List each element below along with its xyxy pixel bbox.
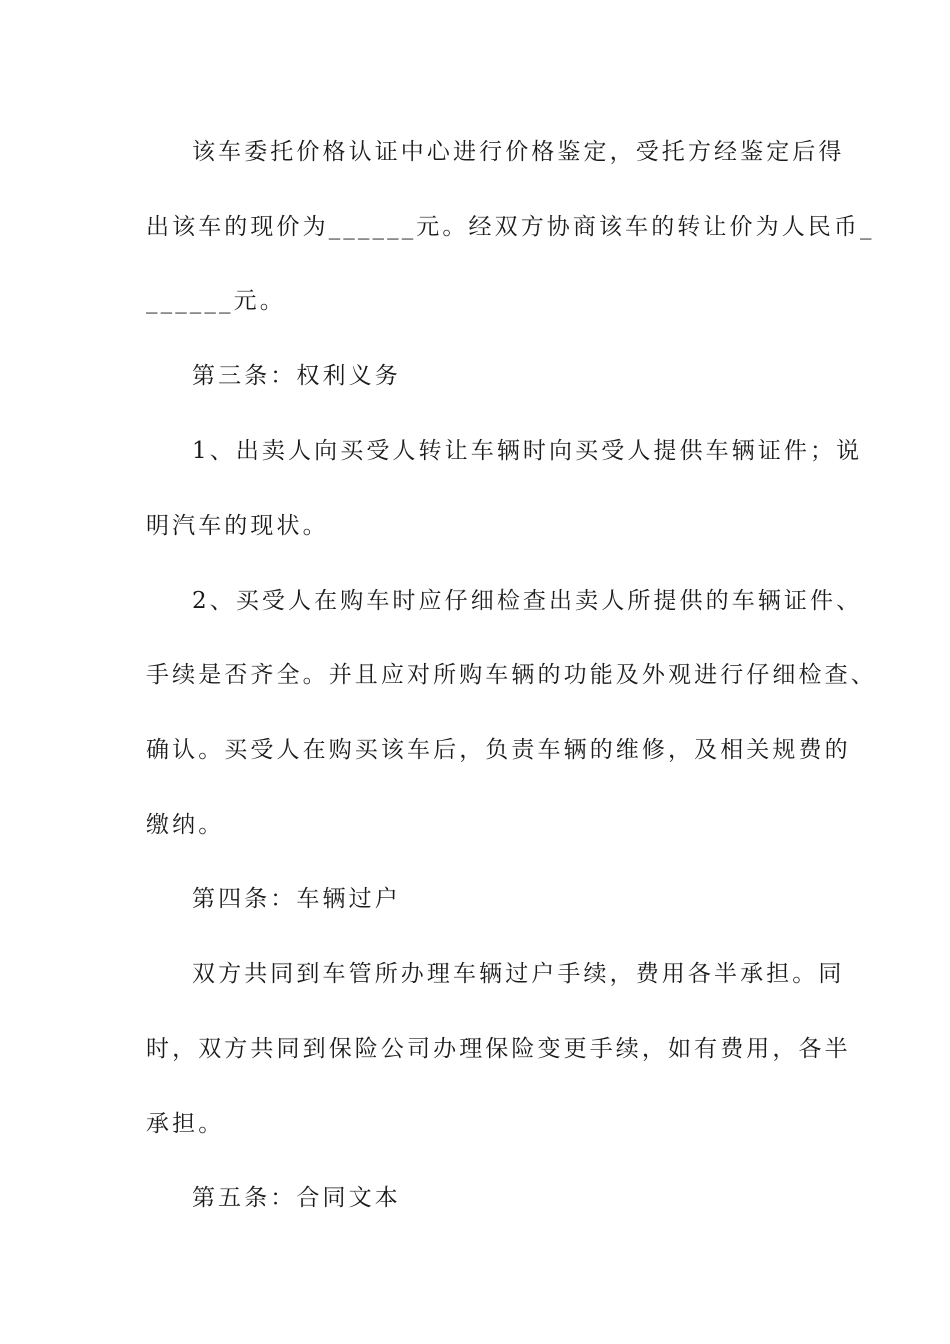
article-4-body-line-2: 时，双方共同到保险公司办理保险变更手续，如有费用，各半 (146, 1036, 851, 1062)
article-3-item-2-line-4: 缴纳。 (146, 812, 225, 838)
article-4-heading: 第四条：车辆过户 (192, 886, 401, 912)
paragraph-valuation-line-1: 该车委托价格认证中心进行价格鉴定，受托方经鉴定后得 (192, 139, 845, 165)
article-4-body-line-3: 承担。 (146, 1111, 225, 1137)
paragraph-valuation-line-2: 出该车的现价为______元。经双方协商该车的转让价为人民币_ (146, 214, 875, 240)
article-3-item-1-line-1: 1、出卖人向买受人转让车辆时向买受人提供车辆证件；说 (192, 438, 863, 464)
article-3-heading: 第三条：权利义务 (192, 363, 401, 389)
article-3-item-1-line-2: 明汽车的现状。 (146, 513, 329, 539)
article-3-item-2-line-2: 手续是否齐全。并且应对所购车辆的功能及外观进行仔细检查、 (146, 662, 877, 688)
paragraph-valuation-line-3: ______元。 (146, 288, 286, 314)
article-4-body-line-1: 双方共同到车管所办理车辆过户手续，费用各半承担。同 (192, 961, 845, 987)
article-3-item-2-line-3: 确认。买受人在购买该车后，负责车辆的维修，及相关规费的 (146, 737, 851, 763)
article-5-heading: 第五条：合同文本 (192, 1185, 401, 1211)
article-3-item-2-line-1: 2、买受人在购车时应仔细检查出卖人所提供的车辆证件、 (192, 588, 863, 614)
